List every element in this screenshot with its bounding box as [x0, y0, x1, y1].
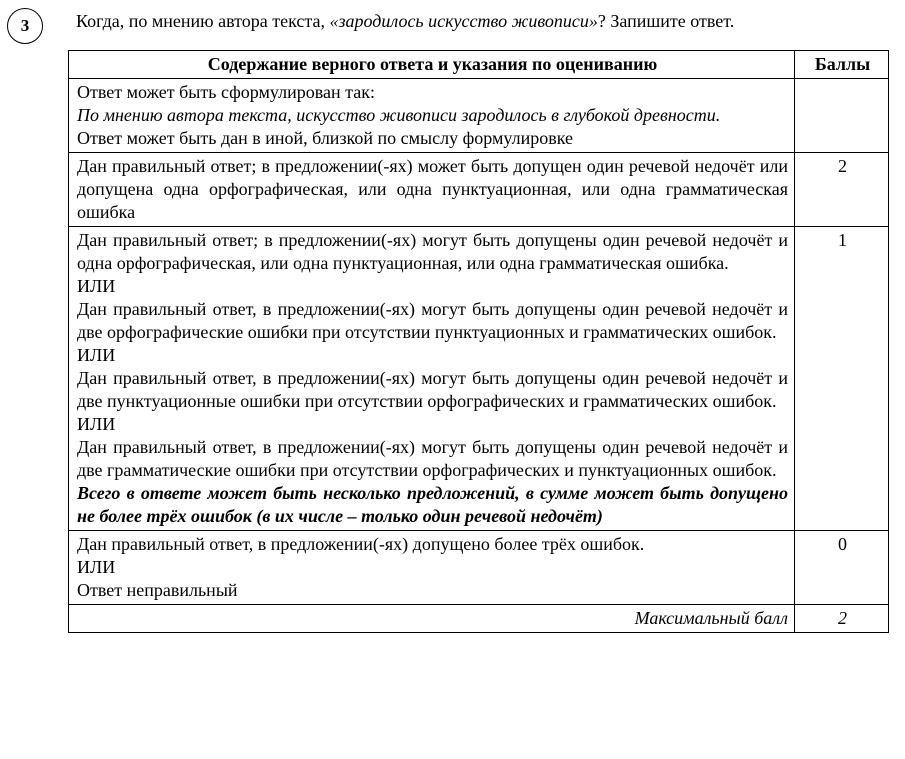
- max-score-value: 2: [795, 605, 889, 633]
- criteria-0-or-1: ИЛИ: [77, 557, 116, 577]
- criteria-row-0: [69, 531, 889, 605]
- max-score-row: [69, 605, 889, 633]
- answer-note: Ответ может быть дан в иной, близкой по смыслу формулировке: [77, 128, 573, 148]
- criteria-1-option-3: Дан правильный ответ, в предложении(-ях) могут быть допущены один речевой недочёт и две пунктуационные ошибки при отсутствии орфографических и грамматических ошибок.: [77, 368, 788, 411]
- header-content: Содержание верного ответа и указания по оцениванию: [69, 51, 795, 79]
- question-text-quote: «зародилось искусство живописи»: [329, 11, 598, 31]
- criteria-row-2: [69, 153, 889, 227]
- criteria-1-score: 1: [795, 227, 889, 531]
- question-text-prefix: Когда, по мнению автора текста,: [76, 11, 330, 31]
- criteria-0-option-1: Дан правильный ответ, в предложении(-ях) допущено более трёх ошибок.: [77, 534, 645, 554]
- header-score: Баллы: [795, 51, 889, 79]
- answer-example: По мнению автора текста, искусство живописи зародилось в глубокой древности.: [77, 105, 721, 125]
- criteria-1-or-1: ИЛИ: [77, 276, 116, 296]
- criteria-1-or-2: ИЛИ: [77, 345, 116, 365]
- question-text-suffix: ? Запишите ответ.: [597, 11, 735, 31]
- criteria-1-option-4: Дан правильный ответ, в предложении(-ях) могут быть допущены один речевой недочёт и две грамматические ошибки при отсутствии орфографических и пунктуационных ошибок.: [77, 437, 788, 480]
- question-number-badge: 3: [7, 8, 43, 44]
- criteria-2-description: Дан правильный ответ; в предложении(-ях) может быть допущен один речевой недочёт или допущена одна орфографическая, или одна пунктуационная, или одна грамматическая ошибка: [77, 156, 788, 222]
- criteria-0-text: [69, 531, 795, 605]
- criteria-row-1: [69, 227, 889, 531]
- criteria-2-score: 2: [795, 153, 889, 227]
- criteria-1-text: [69, 227, 795, 531]
- criteria-1-summary-note: Всего в ответе может быть несколько предложений, в сумме может быть допущено не более трёх ошибок (в их числе – только один речевой недочёт): [77, 483, 788, 526]
- criteria-1-option-1: Дан правильный ответ; в предложении(-ях) могут быть допущены один речевой недочёт и одна орфографическая, или одна пунктуационная, или одна грамматическая ошибка.: [77, 230, 788, 273]
- grading-criteria-table: [68, 50, 889, 633]
- criteria-1-or-3: ИЛИ: [77, 414, 116, 434]
- max-score-label: Максимальный балл: [69, 605, 795, 633]
- table-header-row: [69, 51, 889, 79]
- criteria-0-score: 0: [795, 531, 889, 605]
- criteria-2-text: [69, 153, 795, 227]
- answer-score-cell: [795, 79, 889, 153]
- criteria-1-option-2: Дан правильный ответ, в предложении(-ях) могут быть допущены один речевой недочёт и две орфографические ошибки при отсутствии пунктуационных и грамматических ошибок.: [77, 299, 788, 342]
- question-header: [7, 6, 897, 46]
- criteria-0-option-2: Ответ неправильный: [77, 580, 238, 600]
- question-text: [76, 9, 734, 33]
- answer-intro: Ответ может быть сформулирован так:: [77, 82, 375, 102]
- answer-cell: [69, 79, 795, 153]
- answer-row: [69, 79, 889, 153]
